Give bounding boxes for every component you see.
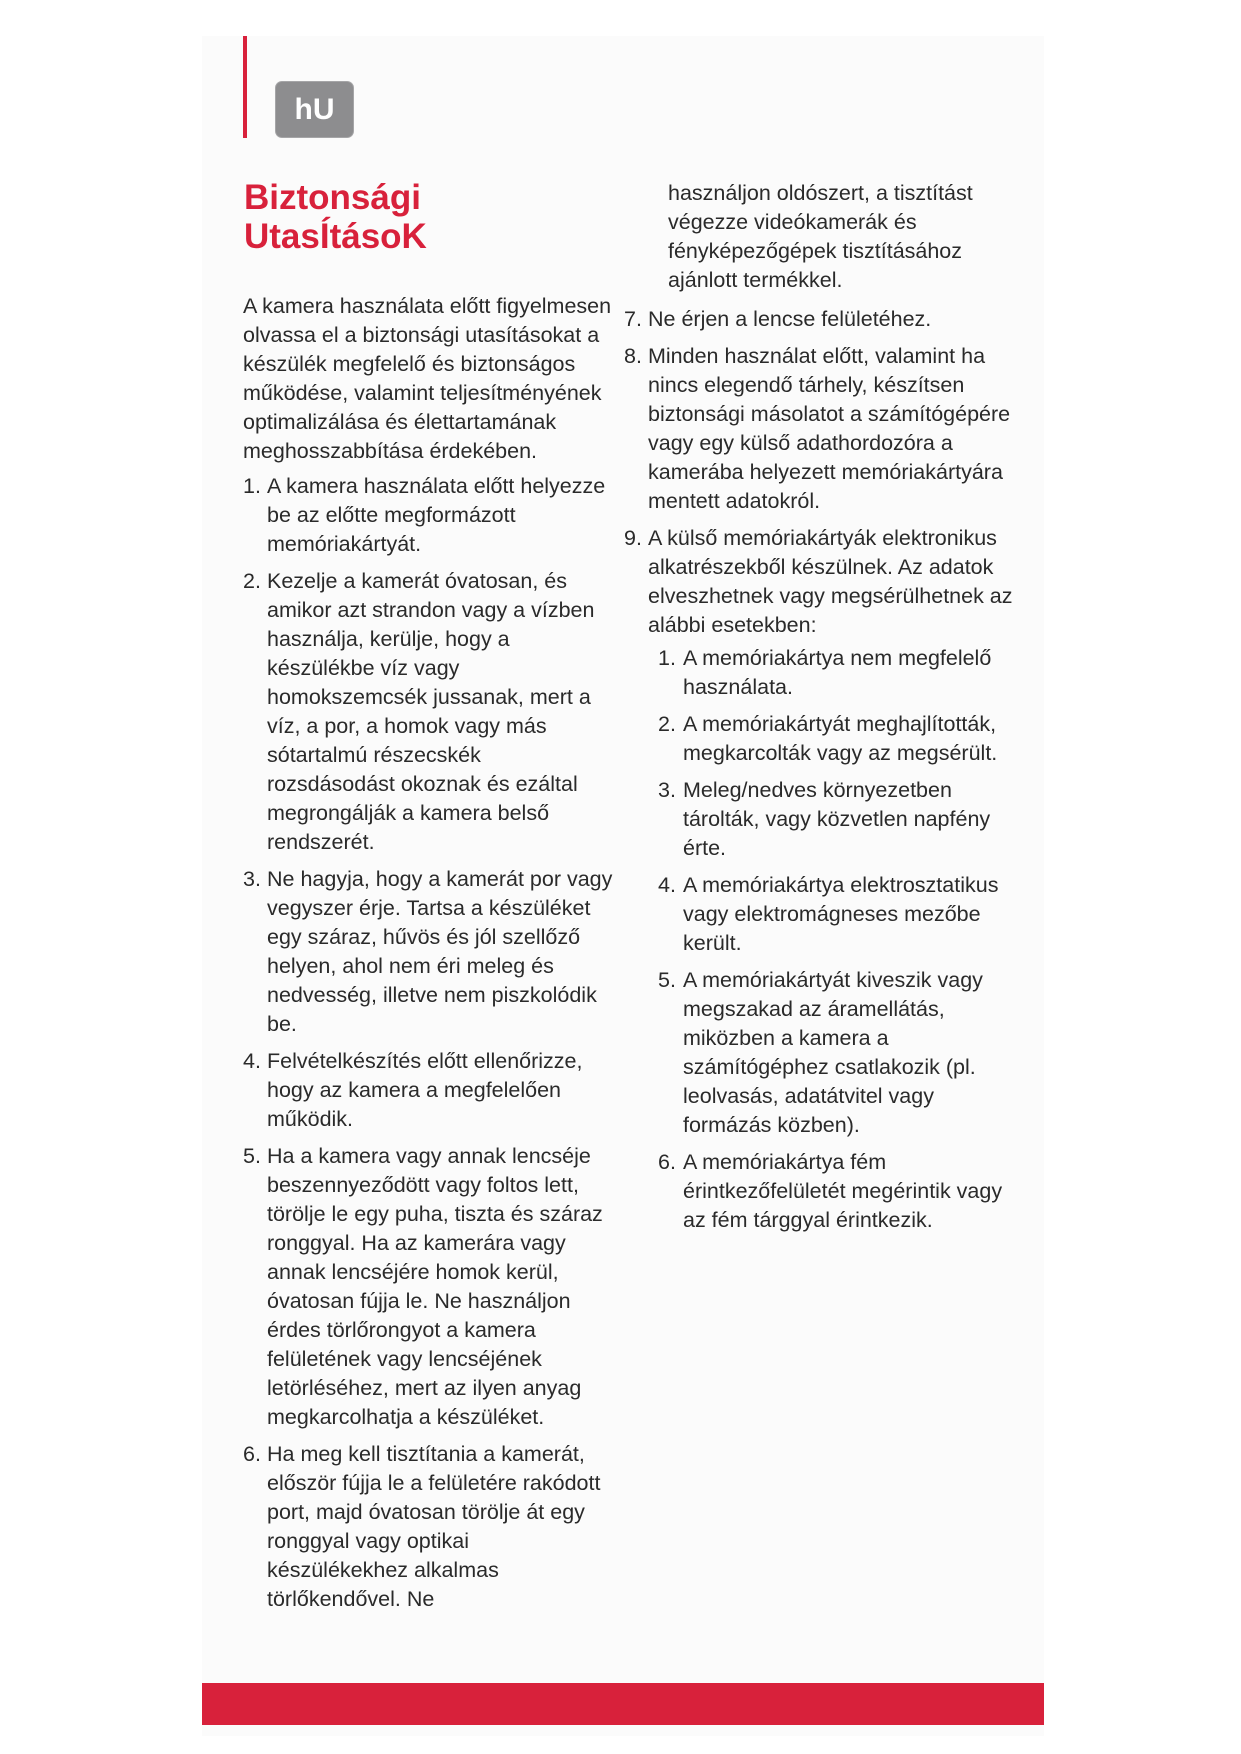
page-title <box>244 178 644 256</box>
list-item <box>624 305 1016 334</box>
item-text: Kezelje a kamerát óvatosan, és amikor azt strandon vagy a vízben használja, kerülje, hogy a készülékbe víz vagy homokszemcsék jussanak, mert a víz, a por, a homok vagy más sótartalmú részecskék rozsdásodást okoznak és ezáltal megrongálják a kamera belső rendszerét. <box>267 569 595 854</box>
sub-list <box>648 644 1016 1235</box>
list-item <box>243 865 613 1039</box>
left-column <box>243 292 613 1622</box>
item-text: Ne hagyja, hogy a kamerát por vagy vegyszer érje. Tartsa a készüléket egy száraz, hűvös és jól szellőző helyen, ahol nem éri meleg és nedvesség, illetve nem piszkolódik be. <box>267 867 613 1036</box>
item-number: 3. <box>243 867 261 891</box>
list-item <box>243 1047 613 1134</box>
item-number: 4. <box>243 1049 261 1073</box>
item-text: Ha a kamera vagy annak lencséje beszennyeződött vagy foltos lett, törölje le egy puha, tiszta és száraz ronggyal. Ha az kamerára vagy annak lencséjére homok kerül, óvatosan fújja le. Ne használjon érdes törlőrongyot a kamera felületének vagy lencséjének letörléséhez, mert az ilyen anyag megkarcolhatja a készüléket. <box>267 1144 603 1429</box>
list-item <box>624 524 1016 1235</box>
sub-list-item <box>648 1148 1016 1235</box>
sub-item-number: 2. <box>658 712 676 736</box>
sub-item-text: A memóriakártyát meghajlították, megkarcolták vagy az megsérült. <box>683 712 998 765</box>
safety-list <box>243 472 613 1614</box>
sub-item-number: 1. <box>658 646 676 670</box>
sub-item-text: A memóriakártya elektrosztatikus vagy elektromágneses mezőbe került. <box>683 873 999 955</box>
intro-paragraph: A kamera használata előtt figyelmesen olvassa el a biztonsági utasításokat a készülék megfelelő és biztonságos működése, valamint teljesítményének optimalizálása és élettartamának meghosszabbítása érdekében. <box>243 294 612 463</box>
sub-list-item <box>648 776 1016 863</box>
item-text: Ne érjen a lencse felületéhez. <box>648 307 932 331</box>
item-text: Ha meg kell tisztítania a kamerát, először fújja le a felületére rakódott port, majd óvatosan törölje át egy ronggyal vagy optikai készülékekhez alkalmas törlőkendővel. Ne <box>267 1442 601 1611</box>
sub-item-number: 3. <box>658 778 676 802</box>
sub-item-text: A memóriakártya fém érintkezőfelületét megérintik vagy az fém tárggyal érintkezik. <box>683 1150 1003 1232</box>
list-item <box>243 567 613 857</box>
sub-item-text: Meleg/nedves környezetben tárolták, vagy közvetlen napfény érte. <box>683 778 991 860</box>
list-item <box>624 342 1016 516</box>
sub-item-number: 4. <box>658 873 676 897</box>
item-text: Minden használat előtt, valamint ha nincs elegendő tárhely, készítsen biztonsági másolatot a számítógépére vagy egy külső adathordozóra a kamerába helyezett memóriakártyára mentett adatokról. <box>648 344 1011 513</box>
title-line-1: Biztonsági <box>244 178 421 217</box>
list-item <box>243 472 613 559</box>
sub-list-item <box>648 644 1016 702</box>
item-text: Felvételkészítés előtt ellenőrizze, hogy az kamera a megfelelően működik. <box>267 1049 583 1131</box>
sub-list-item <box>648 710 1016 768</box>
item-number: 6. <box>243 1442 261 1466</box>
header-red-rule <box>243 36 247 138</box>
list-item <box>243 1440 613 1614</box>
footer-red-bar <box>202 1683 1044 1725</box>
sub-item-text: A memóriakártya nem megfelelő használata. <box>683 646 992 699</box>
sub-item-number: 5. <box>658 968 676 992</box>
title-line-2: UtasÍtásoK <box>244 217 427 256</box>
language-badge: hU <box>275 81 354 138</box>
item-number: 2. <box>243 569 261 593</box>
item-number: 1. <box>243 474 261 498</box>
item-text: A kamera használata előtt helyezze be az előtte megformázott memóriakártyát. <box>267 474 606 556</box>
item-number: 9. <box>624 526 642 550</box>
sub-list-item <box>648 966 1016 1140</box>
item-text: A külső memóriakártyák elektronikus alkatrészekből készülnek. Az adatok elveszhetnek vagy megsérülhetnek az alábbi esetekben: <box>648 526 1013 637</box>
sub-item-text: A memóriakártyát kiveszik vagy megszakad az áramellátás, miközben a kamera a számítógéphez csatlakozik (pl. leolvasás, adatátvitel vagy formázás közben). <box>683 968 983 1137</box>
safety-list-continued <box>624 305 1016 1235</box>
sub-list-item <box>648 871 1016 958</box>
list-item <box>243 1142 613 1432</box>
item-number: 8. <box>624 344 642 368</box>
item-number: 7. <box>624 307 642 331</box>
item-number: 5. <box>243 1144 261 1168</box>
sub-item-number: 6. <box>658 1150 676 1174</box>
right-column <box>624 179 1016 1243</box>
item-6-continuation: használjon oldószert, a tisztítást végezze videókamerák és fényképezőgépek tisztításához ajánlott termékkel. <box>668 181 973 292</box>
